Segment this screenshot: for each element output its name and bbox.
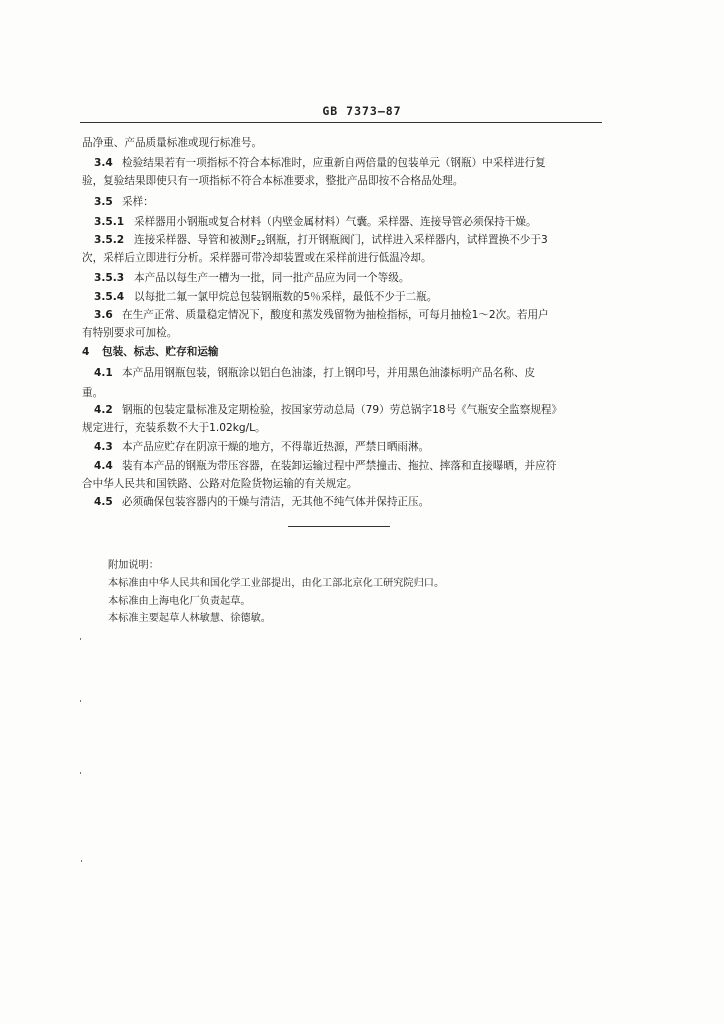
- clause-3-5-1: [94, 215, 537, 229]
- clause-text: 采样器用小钢瓶或复合材料（内壁金属材料）气囊。采样器、连接导管必须保持干燥。: [134, 216, 537, 228]
- clause-number: 3.5.4: [94, 291, 125, 303]
- scan-speck: [81, 860, 82, 862]
- body-line: 次，采样后立即进行分析。采样器可带冷却装置或在采样前进行低温冷却。: [82, 252, 432, 264]
- clause-3-5-2: [94, 233, 548, 250]
- body-line: 规定进行，充装系数不大于1.02kg/L。: [82, 422, 266, 434]
- clause-4-3: [94, 440, 429, 454]
- standard-code: GB 7373—87: [322, 104, 402, 118]
- clause-3-6: [94, 308, 549, 322]
- clause-text: 采样：: [122, 196, 154, 208]
- clause-text: 必须确保包装容器内的干燥与清洁，无其他不纯气体并保持正压。: [122, 496, 430, 508]
- clause-3-5: [94, 195, 154, 209]
- clause-text: 本产品用钢瓶包装，钢瓶涂以铝白色油漆，打上钢印号，并用黑色油漆标明产品名称、皮: [122, 367, 536, 379]
- clause-text: 检验结果若有一项指标不符合本标准时，应重新自两倍量的包装单元（钢瓶）中采样进行复: [122, 157, 546, 169]
- clause-number: 3.5: [94, 196, 113, 208]
- clause-number: 3.4: [94, 157, 113, 169]
- subscript: 22: [256, 239, 266, 247]
- clause-number: 4.5: [94, 496, 113, 508]
- clause-text: 装有本产品的钢瓶为带压容器，在装卸运输过程中严禁撞击、拖拉、摔落和直接曝晒，并应符: [122, 460, 557, 472]
- body-line: 重。: [82, 387, 104, 399]
- clause-number: 4.4: [94, 460, 113, 472]
- clause-text: 连接采样器、导管和被测F: [134, 234, 257, 246]
- end-rule: [288, 526, 390, 527]
- appendix-title: 附加说明：: [108, 560, 159, 571]
- clause-number: 3.5.1: [94, 216, 125, 228]
- clause-text: 本产品应贮存在阴凉干燥的地方，不得靠近热源，严禁日晒雨淋。: [122, 441, 430, 453]
- section-title: 包装、标志、贮存和运输: [102, 346, 219, 358]
- clause-number: 3.5.2: [94, 234, 125, 246]
- appendix-line: 本标准主要起草人林敏慧、徐德敏。: [108, 613, 271, 624]
- clause-number: 3.6: [94, 309, 113, 321]
- clause-3-4: [94, 156, 546, 170]
- clause-text: 以每批二氟一氯甲烷总包装钢瓶数的5％采样，最低不少于二瓶。: [134, 291, 438, 303]
- body-line: 验，复验结果即使只有一项指标不符合本标准要求，整批产品即按不合格品处理。: [82, 175, 464, 187]
- clause-3-5-3: [94, 271, 409, 285]
- clause-text: 本产品以每生产一槽为一批，同一批产品应为同一个等级。: [134, 272, 410, 284]
- clause-4-5: [94, 495, 429, 509]
- clause-4-2: [94, 403, 562, 417]
- clause-text: 钢瓶，打开钢瓶阀门，试样进入采样器内，试样置换不少于3: [265, 234, 548, 246]
- appendix-line: 本标准由上海电化厂负责起草。: [108, 596, 251, 607]
- section-number: 4: [82, 346, 90, 358]
- header-rule: [80, 122, 602, 123]
- scan-speck: [80, 700, 81, 702]
- clause-number: 4.1: [94, 367, 113, 379]
- clause-number: 4.3: [94, 441, 113, 453]
- section-4-heading: [82, 345, 219, 359]
- scan-speck: [80, 638, 81, 640]
- clause-number: 3.5.3: [94, 272, 125, 284]
- clause-3-5-4: [94, 290, 437, 304]
- appendix-line: 本标准由中华人民共和国化学工业部提出，由化工部北京化工研究院归口。: [108, 578, 445, 589]
- clause-text: 在生产正常、质量稳定情况下，酸度和蒸发残留物为抽检指标，可每月抽检1～2次。若用户: [122, 309, 549, 321]
- clause-4-1: [94, 366, 535, 380]
- body-line: 合中华人民共和国铁路、公路对危险货物运输的有关规定。: [82, 478, 358, 490]
- clause-number: 4.2: [94, 404, 113, 416]
- scan-speck: [80, 772, 81, 774]
- clause-text: 钢瓶的包装定量标准及定期检验，按国家劳动总局（79）劳总锅字18号《气瓶安全监察规程》: [122, 404, 563, 416]
- body-line: 有特别要求可加检。: [82, 327, 178, 339]
- clause-4-4: [94, 459, 556, 473]
- body-line: 品净重、产品质量标准或现行标准号。: [82, 137, 263, 149]
